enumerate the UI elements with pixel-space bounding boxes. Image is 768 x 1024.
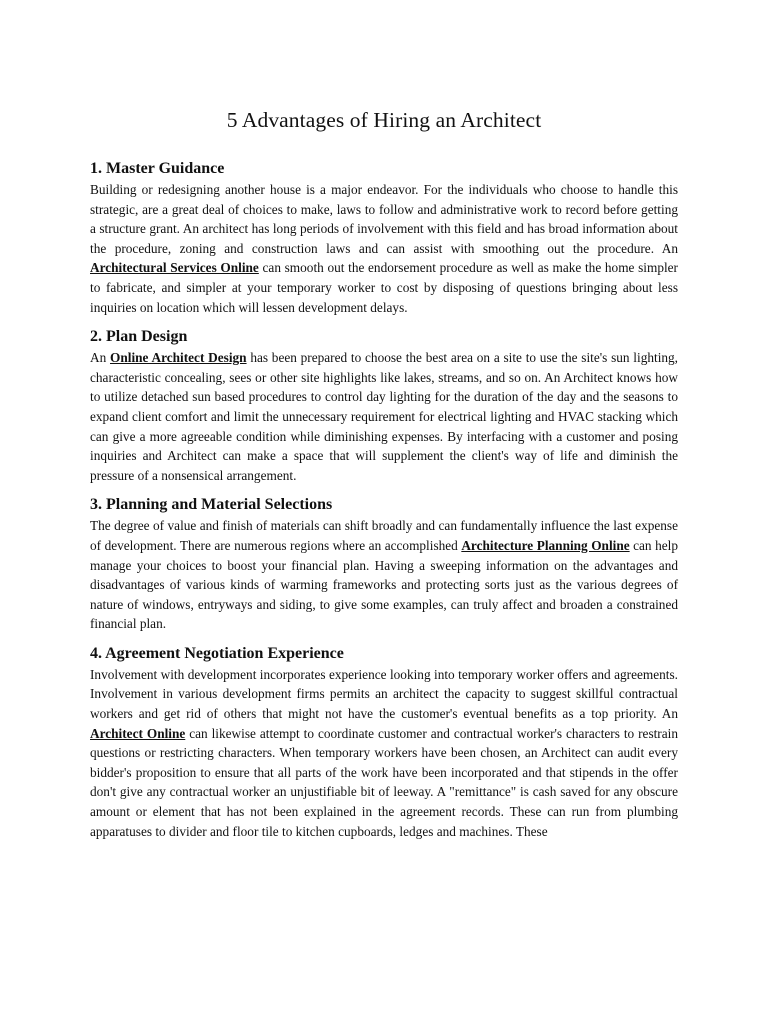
section-planning-material-selections <box>90 495 678 634</box>
section-agreement-negotiation <box>90 644 678 841</box>
section-paragraph <box>90 180 678 317</box>
paragraph-text: can help manage your choices to boost your financial plan. Having a sweeping information on the advantages and disadvantages of various kinds of warming frameworks and protecting sorts just as the various degrees of nature of windows, entryways and siding, to give some examples, can truly affect and broaden a constrained financial plan. <box>90 537 678 632</box>
link-online-architect-design[interactable]: Online Architect Design <box>110 350 247 366</box>
paragraph-text: has been prepared to choose the best area on a site to use the site's sun lighting, characteristic concealing, sees or other site highlights like lakes, streams, and so on. An Architect knows how to utilize detached sun based procedures to control day lighting for the duration of the day and the seasons to expand client comfort and limit the unnecessary requirement for electrical lighting and HVAC stacking which can give a more agreeable condition while diminishing expenses. By interfacing with a customer and posing inquiries and Architect can make a space that will supplement the client's way of life and diminish the pressure of a nonsensical arrangement. <box>90 350 679 483</box>
link-architecture-planning-online[interactable]: Architecture Planning Online <box>461 537 630 553</box>
paragraph-text: An <box>90 350 111 366</box>
section-paragraph <box>90 516 678 634</box>
section-plan-design <box>90 327 678 485</box>
section-paragraph <box>90 348 678 485</box>
paragraph-text: can smooth out the endorsement procedure as well as make the home simpler to fabricate, and simpler at your temporary worker to cost by disposing of questions bringing about less inquiries on location which will lessen development delays. <box>90 260 678 315</box>
page-title: 5 Advantages of Hiring an Architect <box>226 108 542 132</box>
paragraph-text: Involvement with development incorporates experience looking into temporary worker offers and agreements. Involvement in various development firms permits an architect the capacity to suggest skillful contractual workers and get rid of others that might not have the customer's eventual benefits as a top priority. An <box>90 666 678 722</box>
paragraph-text: Building or redesigning another house is a major endeavor. For the individuals who choose to handle this strategic, are a great deal of choices to make, laws to follow and administrative work to record before getting a structure grant. An architect has long periods of involvement with this field and has broad information about the procedure, zoning and construction laws and can assist with smoothing out the procedure. An <box>90 182 678 256</box>
section-heading: 2. Plan Design <box>90 328 188 346</box>
section-heading: 1. Master Guidance <box>90 160 225 177</box>
paragraph-text: The degree of value and finish of materials can shift broadly and can fundamentally influence the last expense of development. There are numerous regions where an accomplished <box>90 518 678 553</box>
section-paragraph <box>90 665 678 841</box>
section-master-guidance <box>90 159 678 317</box>
section-heading: 3. Planning and Material Selections <box>90 496 333 514</box>
link-architect-online[interactable]: Architect Online <box>90 725 186 741</box>
section-heading: 4. Agreement Negotiation Experience <box>90 644 344 662</box>
paragraph-text: can likewise attempt to coordinate customer and contractual worker's characters to restrain questions or restricting characters. When temporary workers have been chosen, an Architect can audit every bidder's proposition to ensure that all parts of the work have been incorporated and that stipends in the offer don't give any contractual worker an unjustifiable bit of leeway. A "remittance" is cash saved for any obscure amount or element that has not been explained in the agreement records. These can run from plumbing apparatuses to divider and floor tile to kitchen cupboards, ledges and machines. These <box>90 725 678 839</box>
link-architectural-services-online[interactable]: Architectural Services Online <box>90 260 259 276</box>
